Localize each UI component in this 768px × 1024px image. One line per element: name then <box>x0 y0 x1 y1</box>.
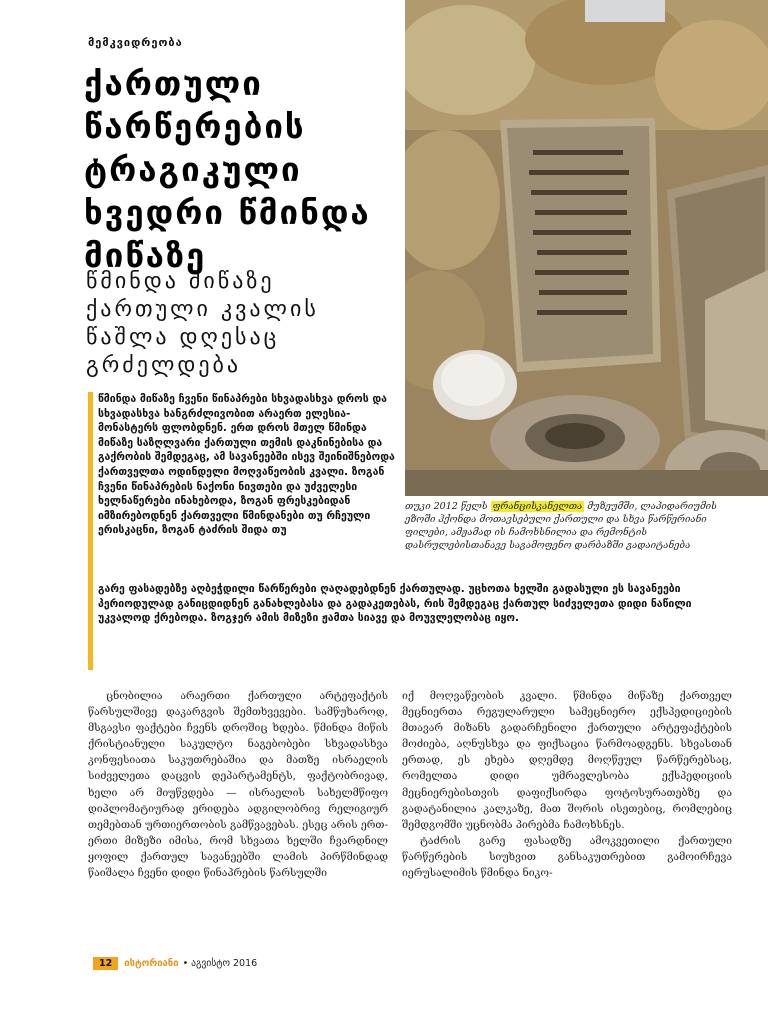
magazine-name: ისტორიანი <box>124 957 179 969</box>
photo <box>405 0 768 496</box>
issue-date: • აგვისტო 2016 <box>182 957 258 969</box>
stone-slabs-photo <box>405 0 768 496</box>
body-paragraph: ცნობილია არაერთი ქართული არტეფაქტის წარსულშივე დაკარგვის შემთხვევები. სამწუხაროდ, მსგავსი ფაქტები ჩვენს დროშიც ხდება. წმინდა მიწის ქრისტიანული საკულტო ნაგებობები სხვადასხვა კონფესიათა საკუთრებაშია და მათზე ისრაელის სიძველეთა დაცვის დეპარტამენტს, ფაქტობრივად, ხელი არ მიუწვდება — ისრაელის სახელმწიფო დიპლომატიურად ერიდება ადგილობრივ რელიგიურ თემებთან ურთიერთობის გამწვავებას. ესეც არის ერთ-ერთი მიზეზი იმისა, რომ სხვათა ხელში ჩვარდნილ ყოფილ ქართულ სავანეებში ლამის პირწმინდად წაიშალა ჩვენი დიდი წინაპრების წარსულში <box>88 690 388 880</box>
lead-paragraph: წმინდა მიწაზე ჩვენი წინაპრები სხვადასხვა დროს და სხვადასხვა ხანგრძლივობით არაერთ ელესია-მონასტერს ფლობდნენ. ერთ დროს მთელ წმინდა მიწაზე საზღლვარი ქართული თემის დაკნინებისა და გაქრობის შემდეგაც, ამ სავანეებში ისევ შეინიშნებოდა ქართველთა ოდინდელი მოღვაწეობის კვალი. ზოგან ჩვენი წინაპრების ნაქონი ნივთები და უძველესი ხელნაწერები ინახებოდა, ზოგან ფრესკებიდან იმზირებოდნენ ქართველი წმინდანები თუ რჩეული ერისკაცნი, ზოგან ტაძრის შიდა თუ <box>98 393 395 537</box>
section-label: მემკვიდრეობა <box>88 36 183 49</box>
caption-highlight: ფრანცისკანელთა <box>492 501 583 512</box>
headline: ქართული წარწერების ტრაგიკული ხვედრი წმინდა მიწაზე <box>84 64 371 275</box>
body-paragraph: ტაძრის გარე ფასადზე ამოკვეთილი ქართული წარწერების სიუხვით განსაკუთრებით გამოირჩევა იერუსალიმის წმინდა ნიკო- <box>402 834 732 880</box>
page-number: 12 <box>93 957 118 970</box>
subtitle: წმინდა მიწაზე ქართული კვალის წაშლა დღესაც გრძელდება <box>86 269 319 378</box>
caption-text-after: მუზეუმში, ლაპიდარიუმის ეზოში ჰქონდა მოთავსებული ქართული და სხვა წარწერიანი ფილები, ამჟამად ის ჩამოხსნილია და რემონტის დასრულებისთანავე საგამოფენო დარბაზში გადაიტანება <box>405 501 717 551</box>
lead-paragraph-continued: გარე ფასადებზე აღბეჭდილი წარწერები ღაღადებდნენ ქართულად. უცხოთა ხელში გადასული ეს სავანეები პერიოდულად განიცდიდნენ განახლებასა და გადაკეთებას, რის შემდეგაც ქართულ სიძველეთა დიდი ნაწილი უკვალოდ ქრებოდა. ზოგჯერ ამის მიზეზი ჟამთა სიავე და მოუვლელობაც იყო. <box>98 583 692 625</box>
body-column-right <box>402 688 732 881</box>
body-paragraph-continued: იქ მოღვაწეობის კვალი. წმინდა მიწაზე ქართველ მეცნიერთა რეგულარული სამეცნიერო ექსპედიციების მთავარ მიზანს გადარჩენილი ქართული არტეფაქტების მოძიება, აღნუსხვა და ფიქსაცია წარმოადგენს. სხვასთან ერთად, ეს ეხება დღემდე მოღწეულ წარწერებსაც, რომელთა დიდი უმრავლესობა ექსპედიციის მეცნიერებისთვის დაფიქსირდა ფოტოსურათებზე და გადატანილია კალკაზე, მათ შორის ისეთებიც, რომლებიც შემდგომში უცნობმა პირებმა ჩამოხსნეს. <box>402 690 732 831</box>
lead-accent-bar <box>88 392 93 670</box>
page-footer <box>93 954 257 972</box>
photo-caption <box>405 500 750 552</box>
caption-text-before: თუკი 2012 წელს <box>405 501 491 512</box>
body-column-left <box>88 688 388 881</box>
